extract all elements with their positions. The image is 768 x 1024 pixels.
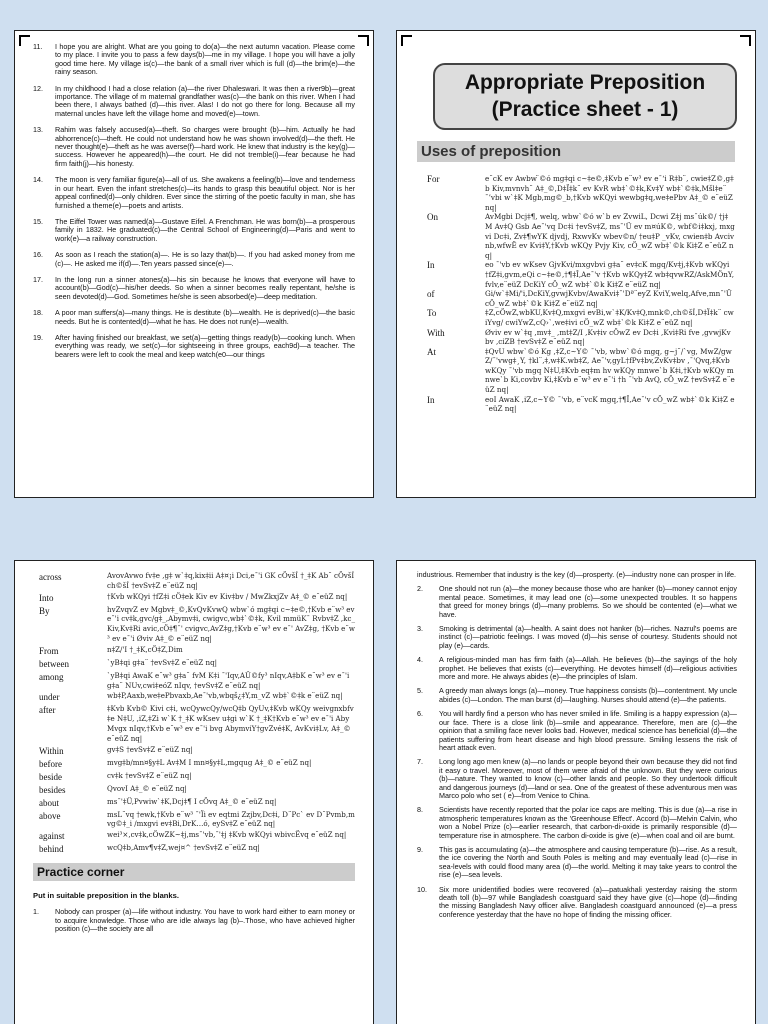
item-text: After having finished our breakfast, we set(a)—getting things ready(b)—cooking lunch. When everything was ready, we set(c)—for sightseeing in three groups, each9d)—a teacher. The bearers were left to cook the meal and keep watch(e0—our things bbox=[55, 332, 355, 359]
preposition-label: between bbox=[39, 658, 69, 669]
preposition-usage: AvMgbi Dcj‡¶, welq, wbw`©ó w`b ev ZvwiL, Dcwi Z‡j ms¯úk©/ †j‡M Av‡Q Gsb Ae¯'vq Dc‡i †evSv‡Z, ms¯'Ü ev m¤úK©, wbf©i‡kxj, mxgvi Dc‡i, Zv‡¶wYK djvdj, RxwvKv wbev©n/ †eu‡P _vKv, cwien‡b Avcivnb,wfwË ev Kvi‡Y,†Kvb wKQy Pvjy Kiv, cÖ_wZ wb‡`©k Ki‡Z e¨eüZ nq| bbox=[485, 212, 735, 260]
preposition-label: From bbox=[39, 645, 59, 656]
item-number: 19. bbox=[33, 332, 43, 342]
exercise-item bbox=[33, 43, 355, 77]
preposition-usage: `yB‡qi g‡a¨ †evSv‡Z e¨eüZ nq| bbox=[107, 657, 218, 667]
item-number: 5. bbox=[417, 686, 423, 696]
item-text: You will hardly find a person who has never smiled in life. Smiling is a happy expression (a)—our face. There is a close link (b)—smile and appearance. Therefore, men are (c)—the opinion that a smiling face never looks bad. However, medical science has beneficial (d)—the patients suffering from heart disease and high blood pressure. Smiling lessens the risk of heart attack even. bbox=[439, 709, 737, 752]
preposition-label: across bbox=[39, 572, 62, 582]
preposition-row bbox=[417, 347, 735, 395]
page-practice-items-11-19 bbox=[14, 30, 374, 498]
preposition-row bbox=[33, 671, 355, 691]
exercise-item bbox=[417, 585, 737, 619]
exercise-item bbox=[417, 687, 737, 704]
preposition-label: Into bbox=[39, 592, 54, 603]
item-number: 18. bbox=[33, 308, 43, 318]
preposition-label: besides bbox=[39, 784, 66, 795]
item-text: One should not run (a)—the money because those who are hanker (b)—money cannot enjoy mental peace. Sometimes, it may lead one (c)—some unexpected troubles. It so happens that greed for money brings (d)—many problems. So we should be contented (e)—what we have. bbox=[439, 584, 737, 619]
preposition-label: under bbox=[39, 692, 60, 703]
crop-mark bbox=[401, 35, 412, 46]
item-text: A religious-minded man has firm faith (a)—Allah. He believes (b)—the sayings of the holy prophet. He believes that exists (c)—everything. He devotes himself (d)—religious activities more and more. He always abides (e)—the principles of Islam. bbox=[439, 655, 737, 682]
item-number: 7. bbox=[417, 757, 423, 767]
item-text: Smoking is detrimental (a)—health. A saint does not hanker (b)—riches. Nazrul's poems are instinct (c)—patriotic feelings. I was moved (d)—his sense of courtesy. Students should not play (e)—cards. bbox=[439, 624, 737, 650]
exercise-item bbox=[33, 334, 355, 359]
exercise-item bbox=[417, 656, 737, 681]
title-line-2: (Practice sheet - 1) bbox=[491, 98, 679, 121]
preposition-label: before bbox=[39, 758, 62, 769]
exercise-list bbox=[417, 585, 737, 919]
item-text: Six more unidentified bodies were recovered (a)—patuakhali yesterday raising the storm death toll (b)—97 while Bangladesh coastguard said they have give (c)—hope (d)—finding the missing Bangladesh Navy officer alive. Bangladesh coastguard announced (e)—a press conference yesterday that the have no hope of finding the missing officer. bbox=[439, 884, 737, 919]
item-number: 1. bbox=[33, 907, 39, 917]
preposition-usage: `yB‡qi AwaK e¨w³ g‡a¨ fvM K‡i ¯'Iqv,AÛ©fy³ nIqv,A‡bK e¨w³ ev e¯'i g‡a¨ NUv,cwi‡eóZ nIqv, †evSv‡Z e¨eüZ nq| bbox=[107, 670, 350, 690]
item-text: Rahim was falsely accused(a)—theft. So charges were brought (b)—him. Actually he had abhorrence(c)—theft. He could not understand how he was shown involved(d)—the theft. He never thought(e)—theft as he was averse(f)—hard work. He knew that industry is the key(g)—success. However he appeared(h)—the court. He did not tremble(i)—fear because he had firm faith(j)—his honesty. bbox=[55, 125, 355, 168]
preposition-row bbox=[417, 174, 735, 212]
preposition-label: against bbox=[39, 831, 65, 842]
exercise-item bbox=[33, 276, 355, 301]
preposition-row bbox=[33, 704, 355, 743]
item-text: A poor man suffers(a)—many things. He is destitute (b)—wealth. He is deprived(c)—the basic needs. But he is contented(d)—what he has. He does not run(e)—wealth. bbox=[55, 308, 355, 326]
preposition-usage: ‡QvU wbw`©ó Kg ,‡Z,c~Y© ¯'vb, wbw`©ó mgq, g~j¨/`vg, MwZ/gwZ/¯'vwg‡¸Y, †kl¨,‡,w‡K.wb‡Z, Ae¯'v,gyL†fPv‡bv,ZvKv‡bv ,¯'Qvq,‡Kvb wKQy ¯'vb mgq N‡U,‡Kvb eq‡m hv wKQy mnwe`b K‡i,†Kvb wKQy mnwe`b Ki,covbv Ki,‡Kvb e¨w³ ev e¯'i †h ¯'vb AvQ, cÖ_wZ †evSv‡Z e¨eüZ nq| bbox=[485, 346, 735, 395]
item-text: The Eiffel Tower was named(a)—Gustave Eifel. A Frenchman. He was born(b)—a prosperous family in 1832. He graduated(c)—the Central School of Engineering(d)—Paris and went to work(e)—a railway construction. bbox=[55, 216, 355, 243]
page-practice-items-2-10 bbox=[396, 560, 756, 1024]
preposition-usage: eoI AwaK ,iZ,c~Y© ¯'vb, e¨vcK mgq,†¶Î,Ae¯'v cÖ_wZ wb‡`©k Ki‡Z e¨eüZ nq| bbox=[485, 394, 735, 414]
preposition-usage: Gi/w`‡Mi/'i,DcKiY,gvwjKvbv/AwaKvi‡¯'Dª¨eyZ KviY,welq,Afve,mn¯'Ü cÖ_wZ wb‡`©k Ki‡Z e¨eüZ nq| bbox=[485, 289, 732, 308]
exercise-item bbox=[417, 846, 737, 880]
exercise-item bbox=[33, 309, 355, 326]
preposition-usage: mvg‡b/mn¤§y‡L Av‡M I mn¤§y‡L,mgqug A‡_© e¨eüZ nq| bbox=[107, 757, 312, 767]
preposition-row bbox=[33, 758, 355, 770]
preposition-usage: wei³×,cv‡k,cÖwZK~‡j,ms¯'vb,¯'‡j ‡Kvb wKQyi wbivcËvq e¨eüZ nq| bbox=[107, 830, 347, 840]
exercise-item bbox=[33, 908, 355, 933]
preposition-usage: ‡Kvb Kvb© Kivi c‡i, wcQywcQy/wcQ‡b QyUv,‡Kvb wKQy weivgnxbfv‡e N‡U, ,iZ,‡Zi w`K †_‡K wKsev u‡gi w`K †_‡K†Kvb e¨w³ ev e¯'i AbyMvgx nIqv,†Kvb e¨w³ ev e¯'i bvg AbymviY†gvZvé‡K, AvKvi‡Lv, A‡_© e¨eüZ nq| bbox=[107, 704, 354, 743]
preposition-usage: wcQ‡b,Amv¶v‡Z,wej¤^ †evSv‡Z e¨eüZ nq| bbox=[107, 843, 260, 853]
exercise-item bbox=[417, 710, 737, 752]
page-uses-of-preposition bbox=[396, 30, 756, 498]
exercise-item bbox=[33, 85, 355, 119]
item-text: This gas is accumulating (a)—the atmosphere and causing temperature (b)—rise. As a result, the ice covering the North and South Poles is melting and may eventually lead (c)—rise in sea-levels with could flood many area (d)—the world. Melting it may take years to control the rise (e)—sea levels. bbox=[439, 844, 737, 880]
preposition-usage: wb‡P,Aaxb,we‡ePbvaxb,Ae¯'vb,wbqš¿‡Y,m_vZ wb‡`©‡k e¨eüZ nq| bbox=[107, 691, 343, 701]
preposition-label: To bbox=[427, 308, 437, 319]
preposition-usage: msL¨vq †ewk,†Kvb e¨w³ ¯'Ïi ev eqtmi Zzjbv,Dc‡i, D¨Pc` ev D¨Pvmb,mvg©‡_i /mxgvi ev‡Bi,DrK…ó, eySv‡Z e¨eüZ nq| bbox=[107, 809, 355, 829]
preposition-row bbox=[417, 289, 735, 308]
preposition-row bbox=[33, 691, 355, 703]
item-number: 12. bbox=[33, 83, 43, 93]
item-text: In my childhood I had a close relation (a)—the river Dhaleswari. It was then a river9b)—great importance. The village of m maternal grandfather was(c)—the bank on this river. When I had been there, I always bathed (d)—this river. Alas! I do not go there for long. Because all my maternal uncles have left the village home and moved(e)—town. bbox=[55, 83, 355, 118]
preposition-row bbox=[33, 658, 355, 670]
exercise-item bbox=[417, 625, 737, 650]
item-text: As soon as I reach the station(a)—. He is so lazy that(b)—. If you had asked money from me (c)—. He asked me if(d)—.Ten years passed since(e)—. bbox=[55, 250, 355, 268]
exercise-list bbox=[33, 43, 355, 359]
item-text: In the long run a sinner atones(a)—his sin because he knows that everyone will have to account(b)—God(c)—his/her deeds. So when a sinner becomes really repentant, he/she is seen devoted(d)—God. Sometimes he/she is seen absorbed(e)—deep meditation. bbox=[55, 274, 355, 301]
preposition-row bbox=[33, 645, 355, 657]
preposition-label: At bbox=[427, 346, 436, 357]
item-number: 13. bbox=[33, 125, 43, 135]
preposition-label: By bbox=[39, 605, 50, 616]
preposition-row bbox=[417, 260, 735, 289]
preposition-usage: ms¯'‡Ü,Pvwiw`‡K,Dcj‡¶ I cÖvq A‡_© e¨eüZ nq| bbox=[107, 796, 277, 806]
item-number: 8. bbox=[417, 805, 423, 815]
crop-mark bbox=[19, 35, 30, 46]
preposition-label: about bbox=[39, 797, 59, 808]
exercise-item bbox=[33, 176, 355, 210]
preposition-usage: †Kvb wKQyi †fZ‡i cÖ‡ek Kiv ev Kiv‡bv / MwZkxjZv A‡_© e¨eüZ nq| bbox=[107, 591, 348, 601]
preposition-label: Within bbox=[39, 745, 64, 756]
preposition-row bbox=[417, 308, 735, 327]
preposition-usage: QvovI A‡_© e¨eüZ nq| bbox=[107, 783, 187, 793]
section-heading: Uses of preposition bbox=[417, 141, 735, 162]
item-number: 2. bbox=[417, 584, 423, 594]
item-number: 9. bbox=[417, 844, 423, 854]
preposition-label: On bbox=[427, 212, 438, 223]
preposition-row bbox=[33, 810, 355, 830]
item-number: 17. bbox=[33, 274, 43, 284]
item-text: Nobody can prosper (a)—life without industry. You have to work hard either to earn money or to acquire knowledge. Those who are idle always lag (b)–.Those, who have achieved higher position (c)—the society are all bbox=[55, 907, 355, 933]
item-number: 3. bbox=[417, 624, 423, 634]
preposition-row bbox=[33, 784, 355, 796]
preposition-row bbox=[33, 745, 355, 757]
preposition-usage: cv‡k †evSv‡Z e¨eüZ nq| bbox=[107, 770, 192, 780]
preposition-row bbox=[33, 571, 355, 591]
item-number: 10. bbox=[417, 884, 427, 894]
preposition-usage: AvovAvwo fv‡e ,g‡ w`‡q,kix‡ii A‡¤¡i Dci,e¯'i GK cÖvšÍ †_‡K Ab¨ cÖvšÍ ch©šÍ †evSv‡Z e¨eüZ nq| bbox=[107, 571, 355, 590]
item-text: industrious. Remember that industry is the key (d)—prosperty. (e)—industry none can prosper in life. bbox=[417, 570, 737, 579]
item-text: Long long ago men knew (a)—no lands or people beyond their own because they did not find it easy o travel. Moreover, most of them were afraid of the unknown. But they were curious (b)—nature. They wanted to know (c)—other lands and people. So they undertook difficult and dangerous journeys (d)—land or sea. One of the greatest of these adventurous men was Marco polo who set ( e)—from Venice to China. bbox=[439, 757, 737, 800]
preposition-label: behind bbox=[39, 844, 64, 855]
preposition-row bbox=[417, 395, 735, 414]
exercise-continuation bbox=[417, 571, 737, 579]
item-text: The moon is very familiar figure(a)—all of us. She awakens a feeling(b)—love and tenderness in our heart. Even the infant stretches(c)—its hands to grasp this beautiful object. Nor is her appeal confined(d)—only children. Ever since the stirring of the poetic faculty in man, she has furnished a theme(e)—poets and artists. bbox=[55, 175, 355, 210]
preposition-label: after bbox=[39, 705, 56, 716]
preposition-label: For bbox=[427, 174, 440, 184]
preposition-label: In bbox=[427, 260, 435, 271]
item-number: 16. bbox=[33, 250, 43, 260]
instruction-text: Put in suitable preposition in the blanks. bbox=[33, 891, 179, 901]
item-text: A greedy man always longs (a)—money. True happiness consists (b)—contentment. My uncle abides (c)—London. The man burst (d)—laughing. Nurses should attend (e)—the patients. bbox=[439, 686, 737, 704]
preposition-label: above bbox=[39, 810, 61, 821]
preposition-usage: ‡Z,cÖwZ,wbKU,Kv‡Q,mxgvi evBi,w`‡K/Kv‡Q,mnk©,ch©šÍ,D‡Ï‡k¨ cwiYvg/ cwiYwZ,cQ›`,we‡ivi cÖ_wZ wb‡`©k Ki‡Z e¨eüZ nq| bbox=[485, 308, 734, 327]
preposition-usage: gv‡S †evSv‡Z e¨eüZ nq| bbox=[107, 744, 193, 754]
exercise-item bbox=[417, 758, 737, 800]
preposition-row bbox=[33, 771, 355, 783]
practice-corner-heading: Practice corner bbox=[33, 863, 355, 881]
preposition-usage: Øviv ev w`‡q ,mv‡_ ,mt‡Z/I ,Kv‡iv cÖwZ ev Dc‡i ,Kvi‡Ri fve ,gvwjKvbv ,ciZB †evSv‡Z e¨eüZ nq| bbox=[485, 327, 731, 347]
item-number: 11. bbox=[33, 42, 43, 51]
preposition-row bbox=[33, 605, 355, 644]
preposition-label: among bbox=[39, 671, 64, 682]
exercise-item bbox=[33, 251, 355, 268]
exercise-item bbox=[33, 218, 355, 243]
item-number: 4. bbox=[417, 655, 423, 665]
preposition-label: beside bbox=[39, 771, 62, 782]
item-number: 6. bbox=[417, 709, 423, 719]
preposition-label: With bbox=[427, 327, 445, 338]
page-preposition-list bbox=[14, 560, 374, 1024]
preposition-table bbox=[417, 174, 735, 414]
crop-mark bbox=[740, 35, 751, 46]
item-text: Scientists have recently reported that the polar ice caps are melting. This is due (a)—a rise in atmospheric temperatures known as the 'Greenhouse Effect'. Accord (b)—Melvin Calvin, who won a Nobel Prize (c)—earlier research, that carbon-di-oxide is primarily responsible (d)—temperature rise in atmosphere. The carbon di-oxide is give (e)—when coal and oil are burnt. bbox=[439, 805, 737, 840]
title-line-1: Appropriate Preposition bbox=[464, 71, 706, 94]
preposition-row bbox=[417, 328, 735, 347]
preposition-label: of bbox=[427, 289, 435, 300]
preposition-usage: n‡Z/'I †_‡K,cÖ‡Z,Dim bbox=[107, 644, 183, 654]
item-number: 15. bbox=[33, 216, 43, 226]
preposition-row bbox=[33, 830, 355, 842]
item-text: I hope you are alright. What are you going to do(a)—the next autumn vacation. Please come to my place. I invite you to pass a few days(b)—me in my village. I hope you will have a jolly good time here. My village is(c)—the bank of a small river which is full (d)—the brim(e)—the rainy season. bbox=[55, 42, 355, 77]
preposition-usage: hvZvqvZ ev Mgbv‡_©,KvQvKvwQ wbw`ó mg‡qi c~‡e©,†Kvb e¨w³ ev e¯'i cv‡k,gvc/g‡_,Abymv‡i, cwigvc,wb‡`©‡k, Kvil mmüK¯ Rvbv‡Z ,kc_ Kiv,Kv‡Ri avic,cÖ‡¶¯' cvigvc,AvZ‡g,†Kvb e¨w³ ev e¯' AvZ‡g, †Kvb e¨w³ ev e¯'i Øviv A‡_© e¨eüZ nq| bbox=[107, 604, 356, 643]
preposition-label: In bbox=[427, 394, 435, 405]
preposition-table bbox=[33, 571, 355, 855]
crop-mark bbox=[358, 35, 369, 46]
preposition-row bbox=[33, 843, 355, 855]
preposition-usage: eo ¯'vb ev wKsev GjvKvi/mxgvbvi g‡a¨ ev‡cK mgq/Kv‡j,‡Kvb wKQyi †fZ‡i,gvm,eQi c~‡e©,†¶‡Î,Ae¯'v †Kvb wKQy‡Z wb‡qvwRZ/AskMÖnY,fvlv,e¨eüZ DcKiY cÖ_wZ wb‡`©k Ki‡Z e¨eüZ nq| bbox=[485, 260, 734, 289]
page-title bbox=[433, 63, 737, 130]
preposition-row bbox=[33, 592, 355, 604]
preposition-row bbox=[33, 797, 355, 809]
exercise-item bbox=[417, 886, 737, 920]
preposition-row bbox=[417, 212, 735, 260]
item-number: 14. bbox=[33, 175, 43, 185]
exercise-item bbox=[33, 126, 355, 168]
preposition-usage: e¨cK ev Awbw ̈©ó mg‡qi c~‡e©,‡Kvb e¨w³ ev e¯‘i R‡b¨, cwie‡Z©,g‡b Kiv,mvnvh¨ A‡_©,D‡Ï‡k¨ ev KvR wb‡`©‡k,Kv‡Y wb‡`©‡k,Mšl‡e¨ ¯’vbi w`‡K Mgb,mg©_b,†Kvb wKQyi wewbg‡q,we‡ePbv A‡_© e¨eüZ nq| bbox=[485, 174, 734, 212]
exercise-item bbox=[417, 806, 737, 840]
